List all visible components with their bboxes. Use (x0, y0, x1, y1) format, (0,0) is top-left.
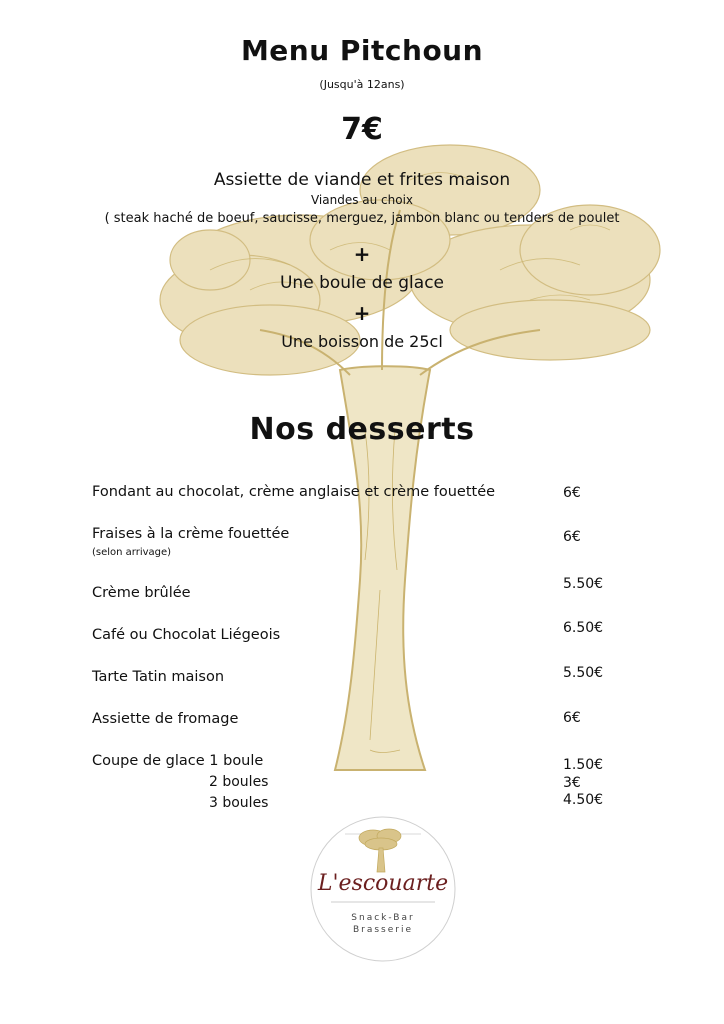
dessert-item-name: Coupe de glace 1 boule (92, 753, 264, 769)
logo-tagline-1: Snack-Bar (351, 913, 415, 923)
drink-option: Une boisson de 25cl (281, 332, 443, 351)
dessert-item-price: 6.50€ (563, 620, 604, 636)
dessert-item-name: Crème brûlée (92, 585, 191, 601)
logo-brand: L'escouarte (317, 871, 449, 896)
dessert-item-price: 5.50€ (563, 576, 604, 592)
main-dish: Assiette de viande et frites maison (213, 170, 511, 190)
dessert-item-price: 1.50€ (563, 757, 604, 773)
dessert-item-price: 6€ (563, 529, 581, 545)
ice-cream-option-price: 4.50€ (563, 792, 604, 808)
dessert-item-price: 5.50€ (563, 665, 604, 681)
ice-cream-option-price: 3€ (563, 775, 581, 791)
ice-cream-option-name: 2 boules (209, 774, 269, 790)
dessert-item-name: Assiette de fromage (92, 711, 239, 727)
menu-price: 7€ (341, 112, 383, 147)
desserts-title: Nos desserts (249, 412, 475, 447)
dessert-item-note: (selon arrivage) (92, 547, 172, 558)
dessert-item-name: Café ou Chocolat Liégeois (92, 627, 281, 643)
age-note: (Jusqu'à 12ans) (319, 78, 405, 91)
plus-sign: + (353, 242, 371, 266)
choice-label: Viandes au choix (310, 193, 414, 207)
restaurant-logo (303, 814, 463, 964)
dessert-item-price: 6€ (563, 710, 581, 726)
tree-illustration (150, 130, 670, 790)
logo-tagline-2: Brasserie (352, 925, 414, 935)
dessert-option: Une boule de glace (279, 273, 445, 293)
menu-title: Menu Pitchoun (240, 34, 484, 67)
plus-sign: + (353, 301, 371, 325)
dessert-item-name: Tarte Tatin maison (92, 669, 225, 685)
dessert-item-price: 6€ (563, 485, 581, 501)
dessert-item-name: Fondant au chocolat, crème anglaise et crème fouettée (92, 484, 496, 500)
ice-cream-option-name: 3 boules (209, 795, 269, 811)
dessert-item-name: Fraises à la crème fouettée (92, 526, 290, 542)
meat-options: ( steak haché de boeuf, saucisse, merguez, jambon blanc ou tenders de poulet (104, 211, 620, 226)
